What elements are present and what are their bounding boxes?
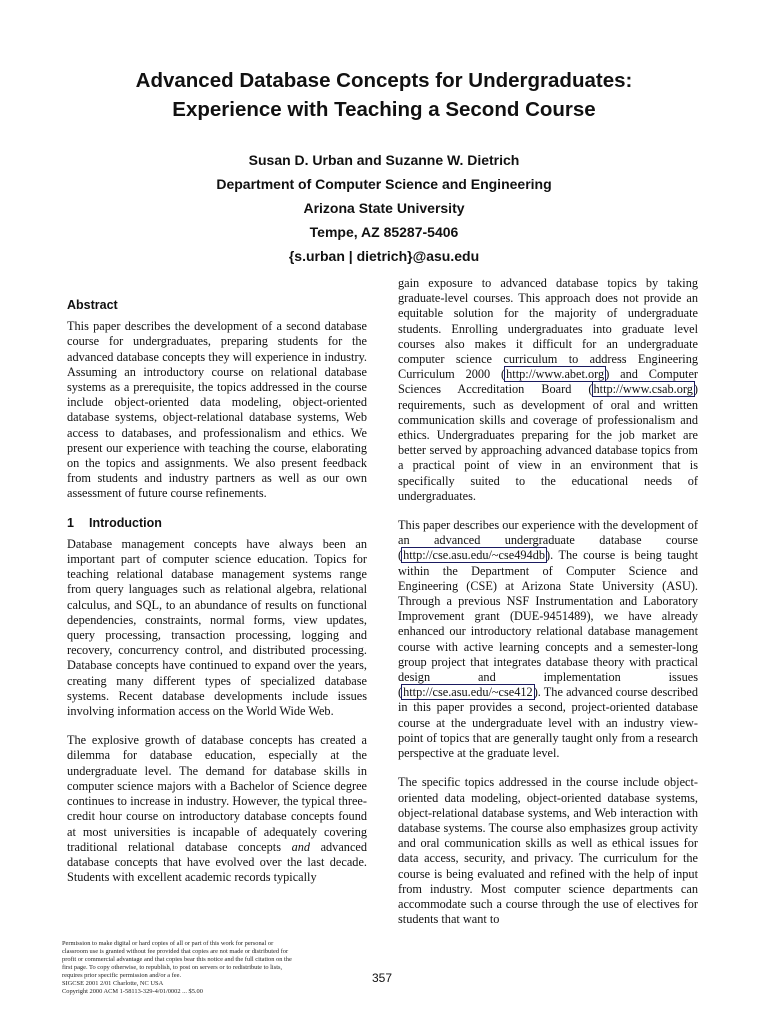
cse494-link[interactable]: http://cse.asu.edu/~cse494db [403,548,545,563]
footnote-line: classroom use is granted without fee provided that copies are not made or distributed for [62,948,289,955]
author-university: Arizona State University [303,200,465,216]
intro-paragraph-2 [67,733,367,885]
author-department: Department of Computer Science and Engineering [216,176,552,192]
footnote-line: requires prior specific permission and/or a fee. [62,972,182,979]
author-names: Susan D. Urban and Suzanne W. Dietrich [248,152,520,168]
title-line-2: Experience with Teaching a Second Course [172,98,596,121]
right-p2-text-a: This paper describes our experience with the development of an advanced undergraduate database course ( [398,518,698,563]
csab-link[interactable]: http://www.csab.org [593,382,693,397]
author-email[interactable]: {s.urban | dietrich}@asu.edu [288,248,480,264]
right-p1-text-c: ) requirements, such as development of oral and written communication skills and coverage of professionalism and ethics. Undergraduates preparing for the job market are better served by approaching advanced database topics from a practical point of view in an environment that is specifically suited to the educational needs of undergraduates. [398,382,698,503]
intro-p2-text-a: The explosive growth of database concepts has created a dilemma for database education, especially at the undergraduate level. The demand for database skills in computer science majors with a Bachelor of Science degree continues to increase in industry. However, the typical three-credit hour course on introductory database concepts found at most universities is incapable of adequately covering traditional relational database concepts [67,733,367,854]
right-paragraph-3: The specific topics addressed in the course include object-oriented data modeling, object-oriented database systems, object-relational database systems, and Web interaction with database systems. The course also emphasizes group activity and oral communication skills as well as ethical issues for data access, security, and privacy. The curriculum for the course is being evaluated and refined with the help of input from industry. Most computer science departments can accommodate such a course through the use of electives for students that want to [398,775,698,927]
footnote-line: Permission to make digital or hard copies of all or part of this work for personal or [62,940,274,947]
left-column [67,298,367,899]
cse412-link[interactable]: http://cse.asu.edu/~cse412 [403,685,533,700]
abstract-heading: Abstract [67,298,118,312]
intro-paragraph-1: Database management concepts have always been an important part of computer science education. Topics for teaching relational database management systems range from query languages such as relational algebra, relational calculus, and SQL, to an abundance of results on functional dependencies, constraints, normal forms, view updates, query processing, transaction processing, logging and recovery, concurrency control, and distributed processing. Database concepts have continued to expand over the years, creating many different types of specialized database systems. Recent database developments include issues involving information access on the World Wide Web. [67,536,367,719]
paper-title [40,66,728,124]
footnote-line: first page. To copy otherwise, to republish, to post on servers or to redistribute to lists, [62,964,283,971]
permission-footnote [62,940,342,996]
right-p1-text-a: gain exposure to advanced database topics by taking graduate-level courses. This approach does not provide an equitable solution for the majority of undergraduate students. Enrolling undergraduates into graduate level courses also makes it difficult for an undergraduate computer science curriculum to address Engineering Curriculum 2000 ( [398,276,698,382]
right-p2-text-b: ). The course is being taught within the Department of Computer Science and Engineering (CSE) at Arizona State University (ASU). Through a previous NSF Instrumentation and Laboratory Improvement grant (DUE-9451489), we have already enhanced our introductory relational database management course with active learning concepts and a semester-long group project that integrates database theory with practical design and implementation issues ( [398,548,698,700]
page-number: 357 [372,971,393,985]
footnote-line: Copyright 2000 ACM 1-58113-329-4/01/0002 ... $5.00 [62,988,203,995]
right-paragraph-1 [398,276,698,504]
abstract-text: This paper describes the development of a second database course for undergraduates, preparing students for the advanced database concepts they will experience in industry. Assuming an introductory course on relational database systems as a prerequisite, the topics addressed in the course include object-oriented data modeling, object-oriented database systems, object-relational database systems, Web access to databases, and professionalism and ethics. We present our experience with teaching the course, elaborating on the topics and assignments. We also present feedback from students and industry partners as well as our own assessment of future course refinements. [67,319,367,501]
right-column [398,276,698,941]
section-title: Introduction [89,515,162,530]
footnote-line: profit or commercial advantage and that copies bear this notice and the full citation on the [62,956,292,963]
right-paragraph-2 [398,518,698,761]
author-location: Tempe, AZ 85287-5406 [309,224,459,240]
abet-link[interactable]: http://www.abet.org [506,367,605,382]
right-p1-text-b: ) and Computer Sciences Accreditation Board ( [398,367,698,397]
section-number: 1 [67,515,74,530]
title-line-1: Advanced Database Concepts for Undergraduates: [135,69,633,92]
author-block [40,148,728,268]
intro-p2-emphasis: and [291,839,311,854]
right-p2-text-c: ). The advanced course described in this paper provides a second, project-oriented database course at the undergraduate level with an industry view-point of topics that are generally taught only from a research perspective at the graduate level. [398,685,698,761]
footnote-line: SIGCSE 2001 2/01 Charlotte, NC USA [62,980,164,987]
introduction-heading [67,516,367,531]
intro-p2-text-b: advanced database concepts that have evolved over the last decade. Students with excellent academic records typically [67,839,368,885]
